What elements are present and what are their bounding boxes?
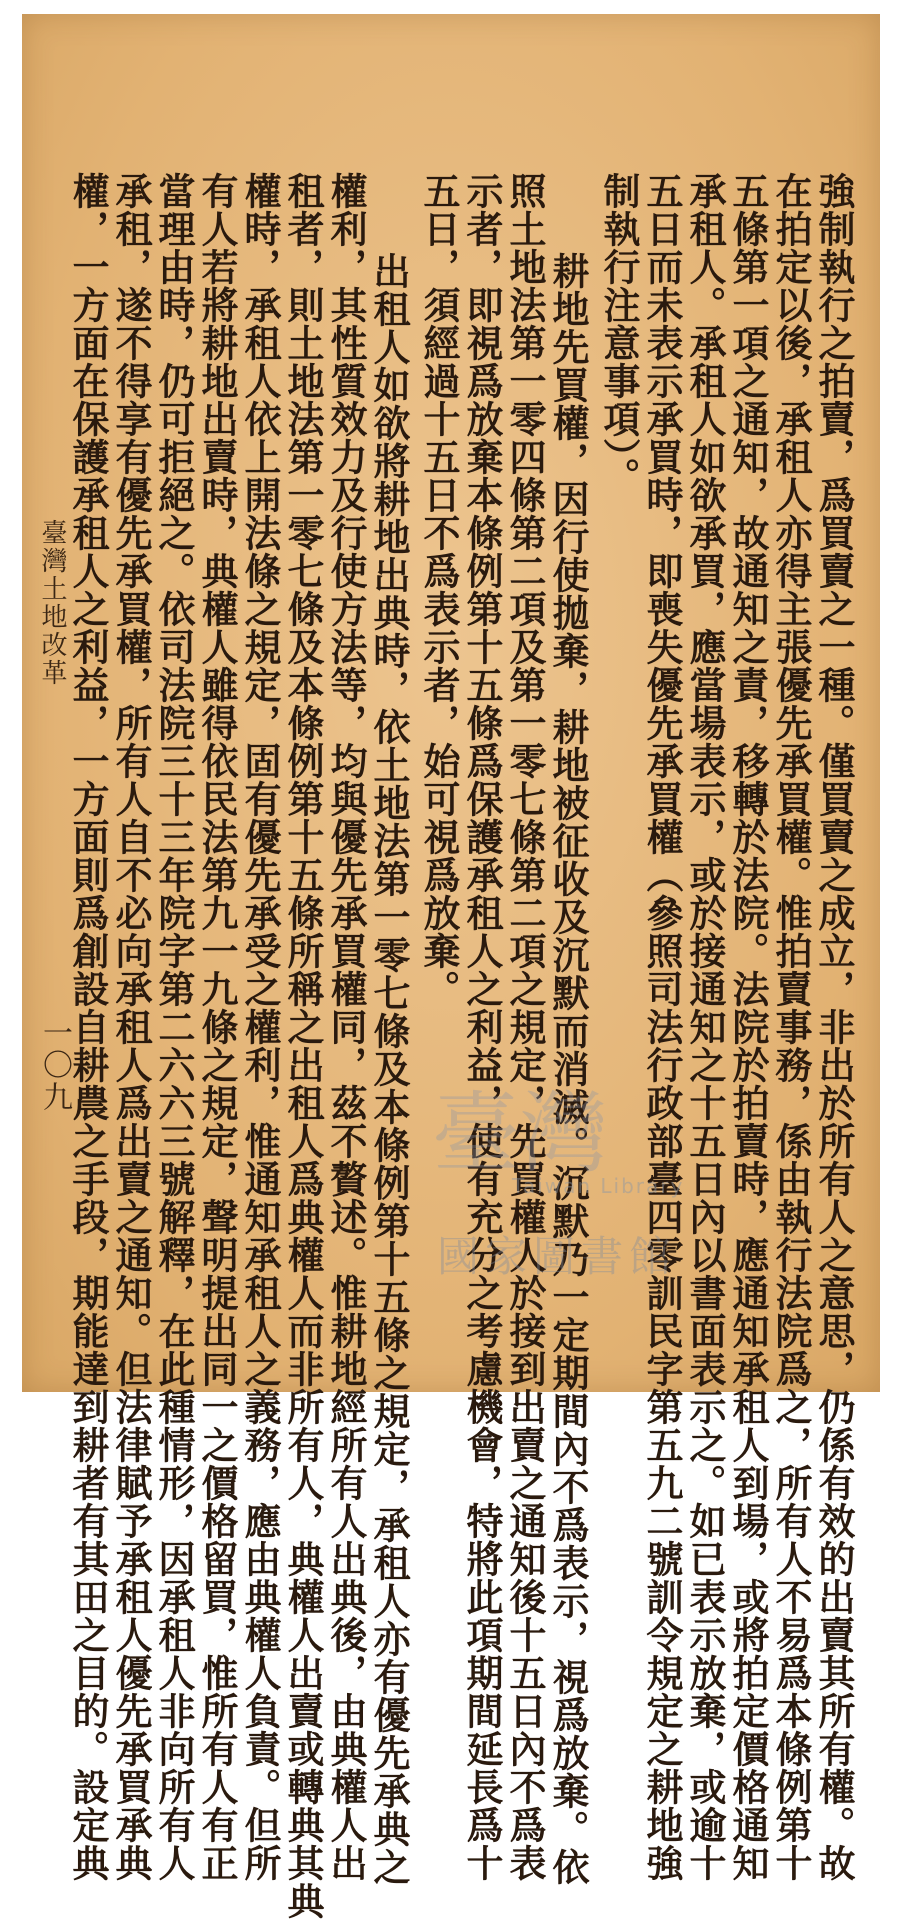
text-column-2: 在拍定以後，承租人亦得主張優先承買權。惟拍賣事務，係由執行法院爲之，所有人不易爲本條例第十	[769, 172, 813, 1882]
text-column-10: 五日，須經過十五日不爲表示者，始可視爲放棄。	[417, 172, 461, 1008]
text-column-6: 制執行注意事項）。	[597, 172, 641, 496]
text-column-17: 承租，遂不得享有優先承買權，所有人自不必向承租人爲出賣之通知。但法律賦予承租人優先承買承典	[109, 172, 153, 1882]
text-column-8: 照土地法第一零四條第二項及第一零七條第二項之規定，先買權人於接到出賣之通知後十五日內不爲表	[503, 172, 547, 1882]
text-column-13: 租者，則土地法第一零七條及本條例第十五條所稱之出租人爲典權人而非所有人，典權人出賣或轉典其典	[281, 172, 325, 1920]
text-column-14: 權時，承租人依上開法條之規定，固有優先承受之權利，惟通知承租人之義務，應由典權人負責。但所	[238, 172, 282, 1882]
text-column-16: 當理由時，仍可拒絕之。依司法院三十三年院字第二六六三號解釋，在此種情形，因承租人非向所有人	[152, 172, 196, 1882]
text-column-3: 五條第一項之通知，故通知之責，移轉於法院。法院於拍賣時，應通知承租人到場，或將拍定價格通知	[726, 172, 770, 1882]
running-header-title: 臺灣土地改革	[37, 519, 67, 687]
book-page	[22, 14, 880, 1920]
text-column-9: 示者，即視爲放棄本條例第十五條爲保護承租人之利益，使有充分之考慮機會，特將此項期間延長爲十	[460, 172, 504, 1882]
text-column-1: 強制執行之拍賣，爲買賣之一種。僅買賣之成立，非出於所有人之意思，仍係有效的出賣其所有權。故	[812, 172, 856, 1882]
text-column-5: 五日而未表示承買時，即喪失優先承買權（參照司法行政部臺四零訓民字第五九二號訓令規定之耕地強	[640, 172, 684, 1882]
text-column-7: 耕地先買權，因行使拋棄，耕地被征收及沉默而消滅。沉默乃一定期間內不爲表示，視爲放棄。依	[546, 252, 590, 1886]
watermark-latin: Taiwan Library	[512, 1174, 685, 1198]
watermark-org: 國家圖書館	[437, 1232, 678, 1281]
text-column-4: 承租人。承租人如欲承買，應當場表示，或於接通知之十五日內以書面表示之。如已表示放棄，或逾十	[683, 172, 727, 1882]
text-column-15: 有人若將耕地出賣時，典權人雖得依民法第九一九條之規定，聲明提出同一之價格留買，惟所有人有正	[195, 172, 239, 1882]
page-number: 一〇九	[37, 1017, 72, 1113]
watermark-seal: 臺灣	[432, 1082, 609, 1185]
text-column-11: 出租人如欲將耕地出典時，依土地法第一零七條及本條例第十五條之規定，承租人亦有優先承典之	[367, 252, 411, 1886]
text-column-12: 權利，其性質效力及行使方法等，均與優先承買權同，茲不贅述。惟耕地經所有人出典後，由典權人出	[324, 172, 368, 1882]
text-column-18: 權，一方面在保護承租人之利益，一方面則爲創設自耕農之手段，期能達到耕者有其田之目的。設定典	[66, 172, 110, 1882]
